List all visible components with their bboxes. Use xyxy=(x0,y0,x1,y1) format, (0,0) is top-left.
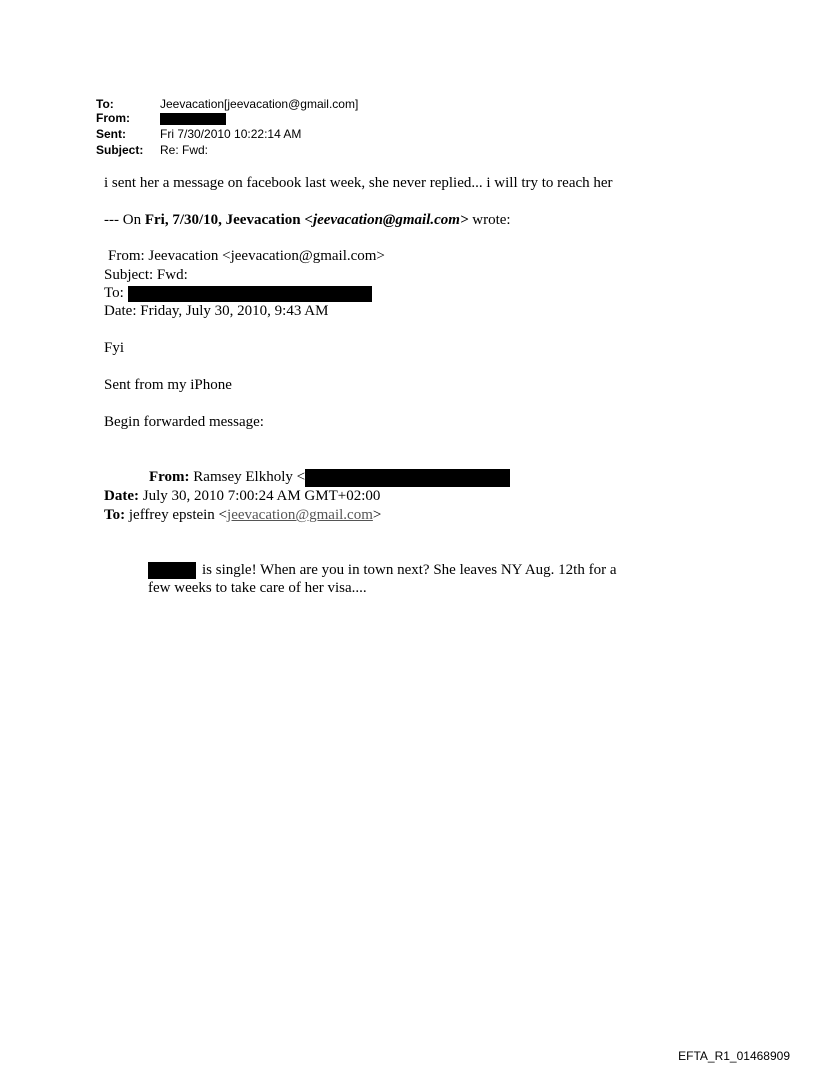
begin-forwarded-text: Begin forwarded message: xyxy=(104,414,264,430)
subject-value: Re: Fwd: xyxy=(160,143,209,157)
quote-suffix: wrote: xyxy=(468,212,511,228)
orig-from-redaction xyxy=(305,469,510,487)
message-line-1-text: is single! When are you in town next? She leaves NY Aug. 12th for a xyxy=(202,562,617,578)
message-line-2: few weeks to take care of her visa.... xyxy=(148,580,367,596)
quote-email: <jeevacation@gmail.com> xyxy=(304,212,469,228)
quote-date: Fri, 7/30/10, Jeevacation xyxy=(144,212,305,228)
quote-prefix: --- On xyxy=(104,212,145,228)
orig-date-row xyxy=(104,487,380,505)
orig-date-value: July 30, 2010 7:00:24 AM GMT+02:00 xyxy=(138,488,381,504)
orig-to-email-link[interactable]: jeevacation@gmail.com xyxy=(227,507,373,523)
fwd-date: Date: Friday, July 30, 2010, 9:43 AM xyxy=(104,303,329,319)
reply-text: i sent her a message on facebook last week, she never replied... i will try to reach her xyxy=(104,175,613,191)
fwd-to-row xyxy=(104,284,372,302)
sent-value: Fri 7/30/2010 10:22:14 AM xyxy=(160,127,302,141)
document-id: EFTA_R1_01468909 xyxy=(678,1049,790,1063)
sent-label: Sent: xyxy=(96,127,126,141)
orig-to-row xyxy=(104,506,381,524)
from-value-redaction xyxy=(160,111,226,125)
fwd-from: From: Jeevacation <jeevacation@gmail.com> xyxy=(108,248,385,264)
sent-from-text: Sent from my iPhone xyxy=(104,377,232,393)
name-redaction xyxy=(148,562,196,579)
fwd-to-redaction xyxy=(128,286,372,302)
to-value: Jeevacation[jeevacation@gmail.com] xyxy=(160,97,359,111)
orig-from-value: Ramsey Elkholy < xyxy=(189,469,306,485)
quote-intro xyxy=(104,211,511,229)
orig-from-label: From: xyxy=(149,469,190,485)
fyi-text: Fyi xyxy=(104,340,125,356)
fwd-to-label: To: xyxy=(104,285,128,301)
orig-to-label: To: xyxy=(104,507,126,523)
orig-to-value: jeffrey epstein < xyxy=(125,507,228,523)
orig-from-row xyxy=(149,468,510,487)
fwd-subject: Subject: Fwd: xyxy=(104,267,188,283)
subject-label: Subject: xyxy=(96,143,144,157)
from-label: From: xyxy=(96,111,130,125)
message-line-1 xyxy=(148,561,617,579)
orig-to-close: > xyxy=(372,507,382,523)
orig-date-label: Date: xyxy=(104,488,139,504)
to-label: To: xyxy=(96,97,114,111)
